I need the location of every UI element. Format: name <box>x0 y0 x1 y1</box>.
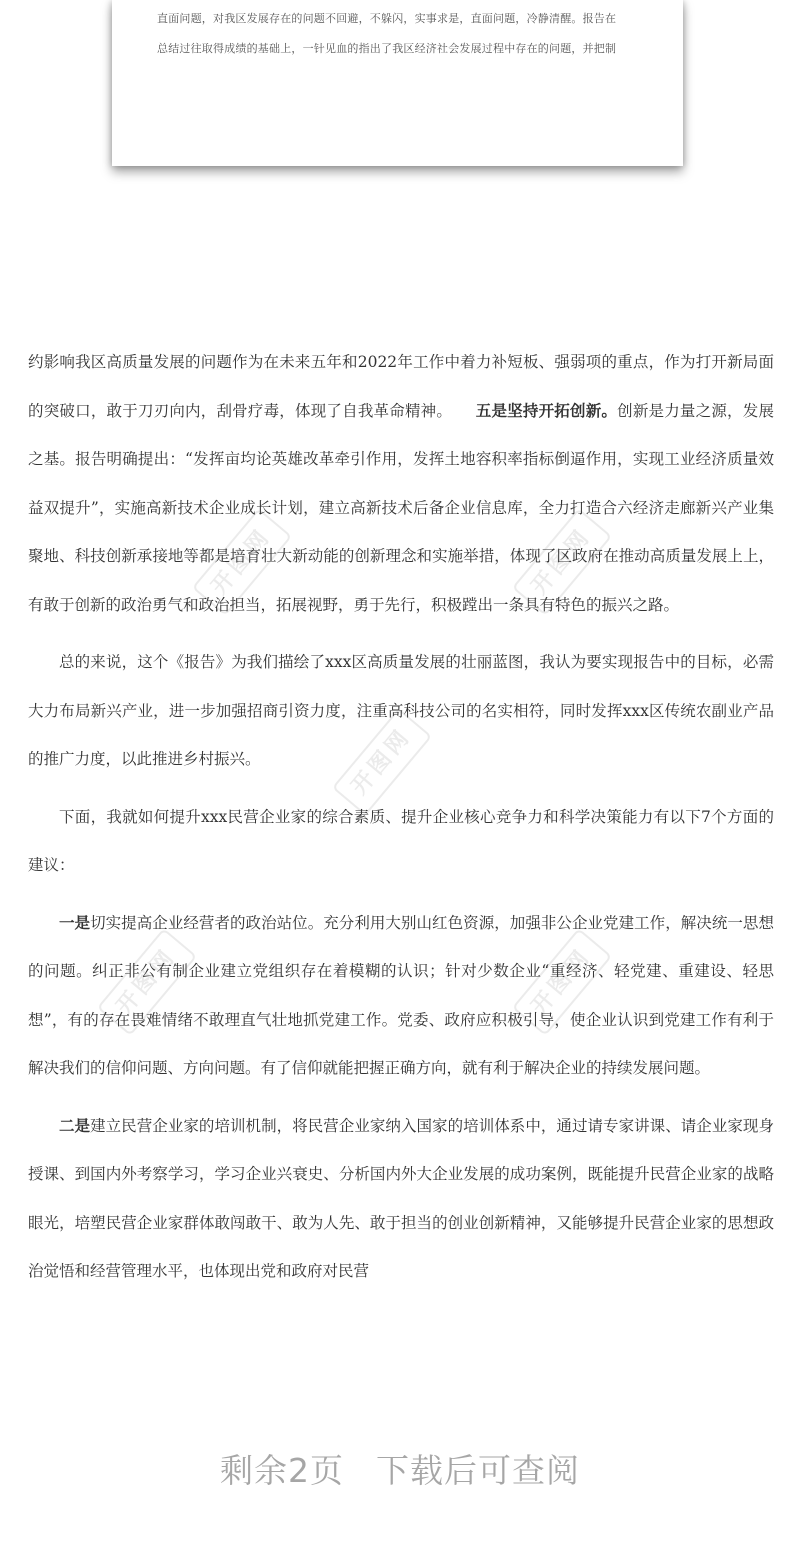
watermark: 开图网 <box>512 508 613 616</box>
paragraph-summary: 总的来说，这个《报告》为我们描绘了xxx区高质量发展的壮丽蓝图，我认为要实现报告中的目标，必需大力布局新兴产业，进一步加强招商引资力度，注重高科技公司的名实相符，同时发挥xxx区传统农副业产品的推广力度，以此推进乡村振兴。 <box>28 653 774 768</box>
watermark: 开图网 <box>97 928 198 1036</box>
document-body <box>28 338 774 1296</box>
paragraph-point-two <box>28 1102 774 1296</box>
watermark: 开图网 <box>192 508 293 616</box>
point-two-heading: 二是 <box>59 1115 91 1135</box>
remaining-pages-label: 剩余2页 <box>220 1451 344 1490</box>
preview-line-2: 总结过往取得成绩的基础上，一针见血的指出了我区经济社会发展过程中存在的问题，并把制 <box>157 42 617 55</box>
paragraph-innovation <box>28 338 774 629</box>
download-hint-label: 下载后可查阅 <box>376 1451 580 1490</box>
point-one-heading: 一是 <box>59 912 91 932</box>
previous-page-preview <box>112 0 683 166</box>
download-prompt[interactable] <box>0 1445 800 1492</box>
paragraph-suggestions-intro: 下面，我就如何提升xxx民营企业家的综合素质、提升企业核心竞争力和科学决策能力有以下7个方面的建议： <box>28 807 774 874</box>
paragraph-point-one <box>28 899 774 1093</box>
paragraph-text: 创新是力量之源，发展之基。报告明确提出：“发挥亩均论英雄改革牵引作用，发挥土地容积率指标倒逼作用，实现工业经济质量效益双提升”，实施高新技术企业成长计划，建立高新技术后备企业信息库，全力打造合六经济走廊新兴产业集聚地、科技创新承接地等都是培育壮大新动能的创新理念和实施举措，体现了区政府在推动高质量发展上上，有敢于创新的政治勇气和政治担当，拓展视野，勇于先行，积极蹚出一条具有特色的振兴之路。 <box>28 401 774 614</box>
watermark: 开图网 <box>512 928 613 1036</box>
paragraph-text: 建立民营企业家的培训机制，将民营企业家纳入国家的培训体系中，通过请专家讲课、请企业家现身授课、到国内外考察学习，学习企业兴衰史、分析国内外大企业发展的成功案例，既能提升民营企业家的战略眼光，培塑民营企业家群体敢闯敢干、敢为人先、敢于担当的创业创新精神，又能够提升民营企业家的思想政治觉悟和经营管理水平，也体现出党和政府对民营 <box>28 1116 774 1280</box>
paragraph-text: 切实提高企业经营者的政治站位。充分利用大别山红色资源，加强非公企业党建工作，解决统一思想的问题。纠正非公有制企业建立党组织存在着模糊的认识；针对少数企业“重经济、轻党建、重建设、轻思想”，有的存在畏难情绪不敢理直气壮地抓党建工作。党委、政府应积极引导，使企业认识到党建工作有利于解决我们的信仰问题、方向问题。有了信仰就能把握正确方向，就有利于解决企业的持续发展问题。 <box>28 913 774 1077</box>
paragraph-text: 约影响我区高质量发展的问题作为在未来五年和2022年工作中着力补短板、强弱项的重点，作为打开新局面的突破口，敢于刀刃向内，刮骨疗毒，体现了自我革命精神。 <box>28 353 774 420</box>
point-five-heading: 五是坚持开拓创新。 <box>475 400 618 420</box>
watermark: 开图网 <box>332 708 433 816</box>
preview-line-1: 直面问题，对我区发展存在的问题不回避，不躲闪，实事求是，直面问题，冷静清醒。报告在 <box>157 12 617 25</box>
